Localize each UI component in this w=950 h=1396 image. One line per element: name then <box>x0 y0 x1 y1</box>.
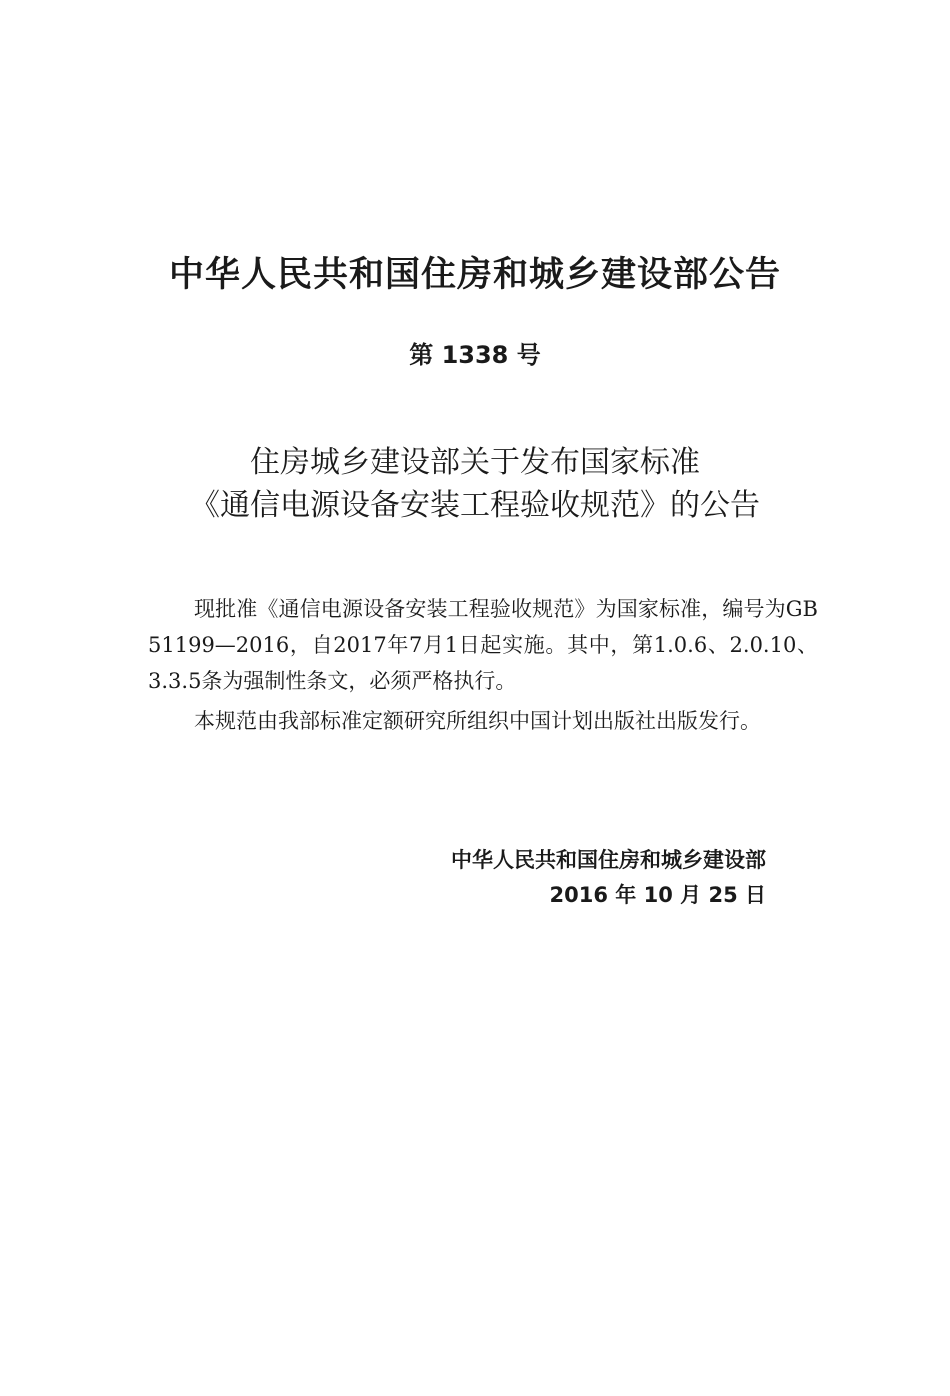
signature-date: 2016 年 10 月 25 日 <box>549 883 766 907</box>
signature-issuer: 中华人民共和国住房和城乡建设部 <box>451 848 766 872</box>
body-paragraph-approval: 现批准《通信电源设备安装工程验收规范》为国家标准，编号为GB 51199—2016，自2017年7月1日起实施。其中，第1.0.6、2.0.10、3.3.5条为强制性条文，必须严格执行。 <box>148 597 818 693</box>
notice-subject-line-1: 住房城乡建设部关于发布国家标准 <box>250 445 700 480</box>
notice-number: 第 1338 号 <box>409 341 541 369</box>
body-paragraph-publisher: 本规范由我部标准定额研究所组织中国计划出版社出版发行。 <box>194 709 761 733</box>
issuer-title: 中华人民共和国住房和城乡建设部公告 <box>168 255 781 295</box>
notice-subject-line-2: 《通信电源设备安装工程验收规范》的公告 <box>190 488 760 523</box>
